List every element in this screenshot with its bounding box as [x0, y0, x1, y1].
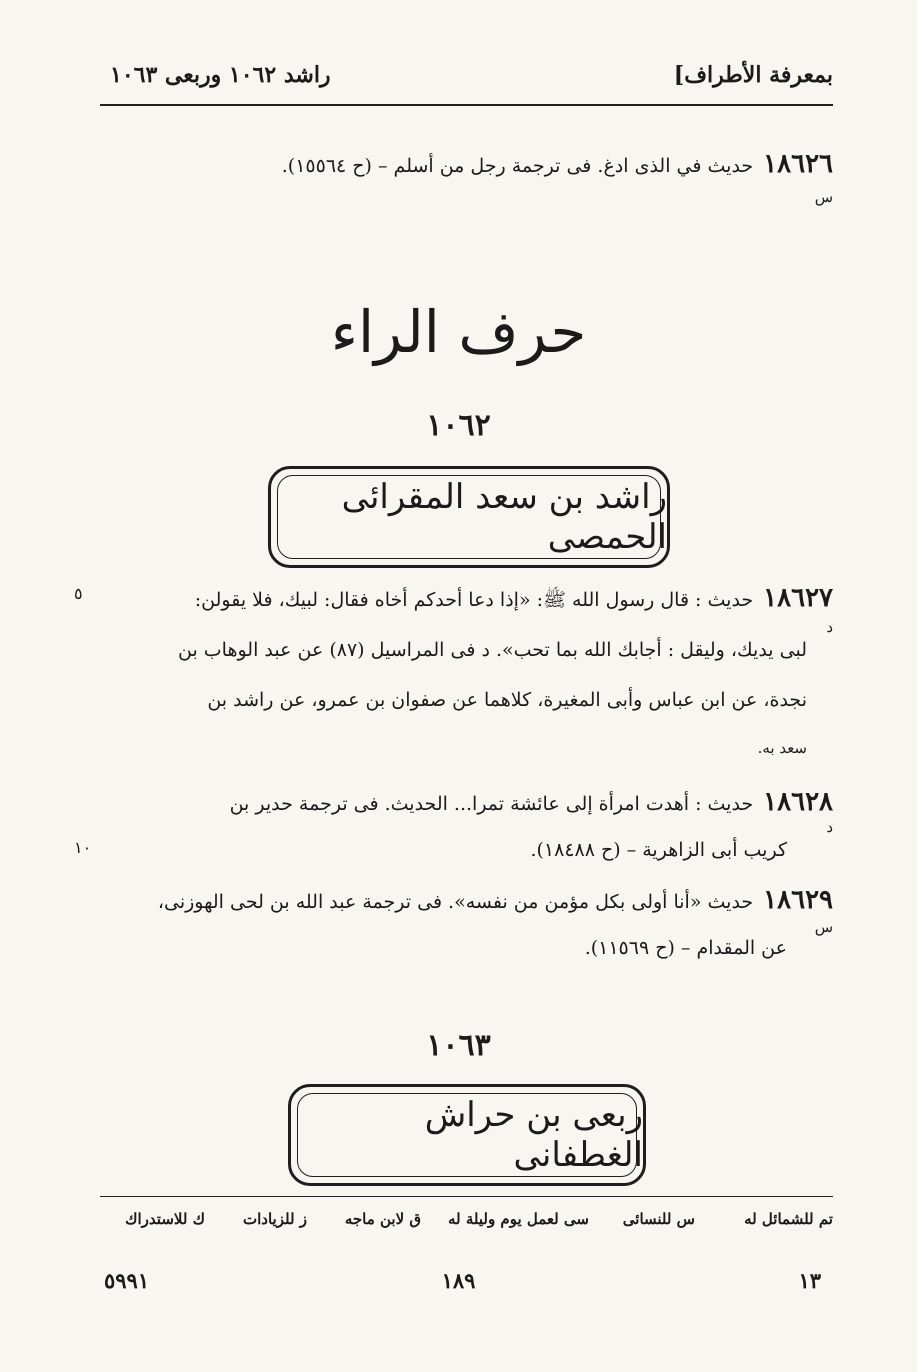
- section-title: حرف الراء: [330, 298, 587, 366]
- page-footer-left: ٥٩٩١: [104, 1268, 150, 1293]
- entry-number: ١٨٦٢٨: [763, 787, 833, 817]
- footnote-item-5: ز للزيادات: [243, 1210, 307, 1228]
- entry-text-line-3: نجدة، عن ابن عباس وأبى المغيرة، كلاهما عن صفوان بن عمرو، عن راشد بن: [207, 689, 807, 711]
- entry-text-line-2: عن المقدام – (ح ١١٥٦٩).: [584, 937, 787, 959]
- entry-text-line-1: حديث «أنا أولى بكل مؤمن من نفسه». فى ترجمة عبد الله بن لحى الهوزنى،: [157, 891, 754, 913]
- header-rule: [100, 104, 833, 106]
- entry-text-line-1: حديث : قال رسول الله ﷺ: «إذا دعا أحدكم أخاه فقال: لبيك، فلا يقولن:: [194, 589, 754, 611]
- narrator-frame-1062: [268, 466, 670, 568]
- footnote-item-6: ك للاستدراك: [125, 1210, 205, 1228]
- group-number-1063: ١٠٦٣: [426, 1028, 491, 1063]
- entry-18629: [158, 876, 833, 926]
- group-number-1062: ١٠٦٢: [426, 408, 491, 443]
- narrator-frame-1063: [288, 1084, 646, 1186]
- entry-text: حديث في الذى ادغ. فى ترجمة رجل من أسلم – (ح ١٥٥٦٤).: [281, 155, 754, 177]
- footnote-item-2: س للنسائى: [622, 1210, 695, 1228]
- entry-siglum: د: [826, 618, 833, 636]
- entry-siglum: س: [814, 188, 833, 206]
- entry-siglum: س: [814, 918, 833, 936]
- entry-number: ١٨٦٢٩: [763, 885, 833, 915]
- entry-number: ١٨٦٢٧: [763, 583, 833, 613]
- footnote-item-4: ق لابن ماجه: [344, 1210, 421, 1228]
- margin-line-number: ١٠: [74, 838, 92, 857]
- footnote-item-1: تم للشمائل له: [744, 1210, 833, 1228]
- narrator-name: راشد بن سعد المقرائى الحمصى: [341, 477, 667, 557]
- margin-line-number: ٥: [74, 584, 83, 603]
- running-header-left: راشد ١٠٦٢ وربعى ١٠٦٣: [110, 62, 331, 88]
- entry-18626: [282, 140, 833, 190]
- entry-text-line-4: سعد به.: [757, 739, 807, 757]
- entry-text-line-1: حديث : أهدت امرأة إلى عائشة تمرا... الحديث. فى ترجمة حدير بن: [229, 793, 754, 815]
- entry-18628: [230, 778, 833, 828]
- running-header-right: بمعرفة الأطراف]: [673, 62, 833, 88]
- footnote-item-3: سى لعمل يوم وليلة له: [448, 1210, 589, 1228]
- entry-text-line-2: لبى يديك، وليقل : أجابك الله بما تحب». د فى المراسيل (٨٧) عن عبد الوهاب بن: [177, 639, 807, 661]
- page-number: ١٨٩: [441, 1268, 476, 1293]
- page-footer-right: ١٣: [798, 1268, 821, 1293]
- footnote-rule: [100, 1196, 833, 1197]
- entry-text-line-2: كريب أبى الزاهرية – (ح ١٨٤٨٨).: [530, 839, 787, 861]
- entry-18627: [195, 574, 833, 624]
- narrator-name: ربعى بن حراش الغطفانى: [424, 1095, 643, 1175]
- entry-siglum: د: [826, 818, 833, 836]
- entry-number: ١٨٦٢٦: [763, 149, 833, 179]
